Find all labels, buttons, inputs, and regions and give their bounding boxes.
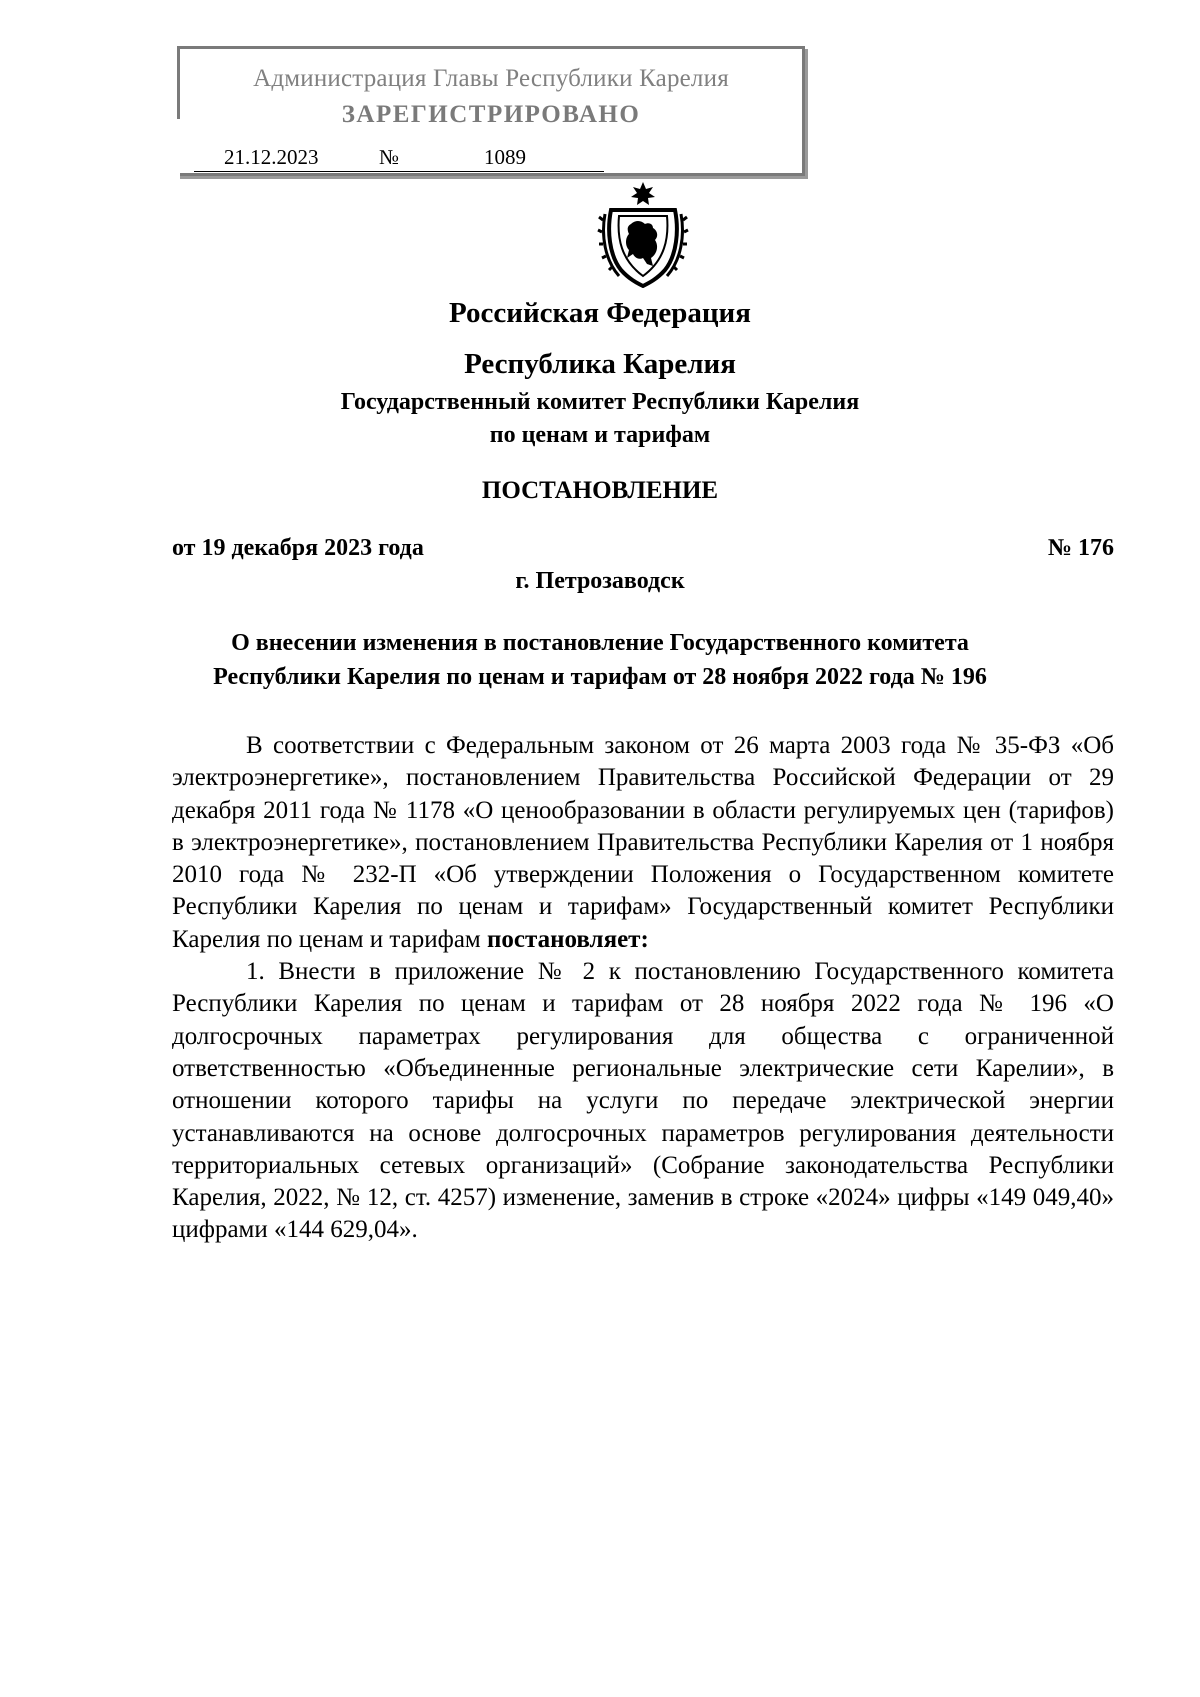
stamp-registration-line [194, 145, 604, 172]
document-date: от 19 декабря 2023 года [172, 535, 424, 561]
document-number: № 176 [1047, 535, 1114, 561]
karelia-coat-of-arms-icon [597, 180, 689, 288]
committee-heading-line1: Государственный комитет Республики Карелия [340, 389, 860, 415]
committee-heading-line2: по ценам и тарифам [489, 422, 711, 448]
resolves-text: постановляет: [487, 925, 649, 953]
preamble-text: В соответствии с Федеральным законом от 26 марта 2003 года № 35-ФЗ «Об электроэнергетике», постановлением Правительства Российской Федерации от 29 декабря 2011 года № 1178 «О ценообразовании в области регулируемых цен (тарифов) в электроэнергетике», постановлением Правительства Республики Карелия от 1 ноября 2010 года № 232-П «Об утверждении Положения о Государственном комитете Республики Карелия по ценам и тарифам» Государственный комитет Республики Карелия по ценам и тарифам [172, 732, 1114, 953]
republic-heading: Республика Карелия [464, 348, 736, 380]
document-title-line2: Республики Карелия по ценам и тарифам от 28 ноября 2022 года № 196 [213, 664, 987, 690]
preamble-paragraph [172, 730, 1114, 956]
federation-heading: Российская Федерация [449, 297, 751, 329]
stamp-number: 1089 [484, 145, 526, 169]
registration-stamp [177, 46, 805, 176]
stamp-number-sign: № [379, 145, 400, 169]
item-1-paragraph: 1. Внести в приложение № 2 к постановлению Государственного комитета Республики Карелия по ценам и тарифам от 28 ноября 2022 года № 196 «О долгосрочных параметрах регулирования для общества с ограниченной ответственностью «Объединенные региональные электрические сети Карелии», в отношении которого тарифы на услуги по передаче электрической энергии устанавливаются на основе долгосрочных параметров регулирования деятельности территориальных сетевых организаций» (Собрание законодательства Республики Карелия, 2022, № 12, ст. 4257) изменение, заменив в строке «2024» цифры «149 049,40» цифрами «144 629,04». [172, 958, 1114, 1244]
document-body [172, 730, 1114, 1247]
document-type: ПОСТАНОВЛЕНИЕ [481, 477, 719, 504]
stamp-organization: Администрация Главы Республики Карелия [253, 65, 729, 92]
document-city: г. Петрозаводск [515, 568, 685, 594]
stamp-registered: ЗАРЕГИСТРИРОВАНО [341, 101, 641, 128]
stamp-date: 21.12.2023 [224, 145, 319, 169]
document-title-line1: О внесении изменения в постановление Государственного комитета [231, 630, 969, 656]
